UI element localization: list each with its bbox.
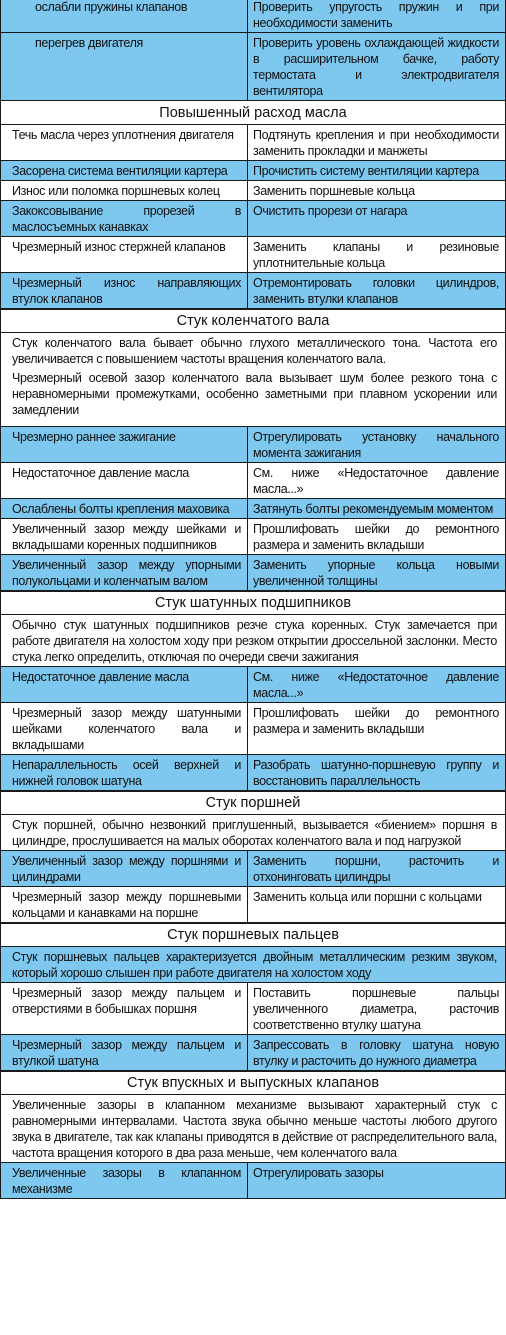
cause-cell: перегрев двигателя [1,33,248,100]
cause-cell: Износ или поломка поршневых колец [1,181,248,200]
description-paragraph: Чрезмерный осевой зазор коленчатого вала вызывает шум более резкого тона с неравномерными промежутками, особенно заметными при плавном ускорении или замедлении [12,371,497,417]
table-row [1,201,505,237]
remedy-cell: Отрегулировать установку начального момента зажигания [253,430,499,460]
cause-cell: Чрезмерный износ направляющих втулок клапанов [1,273,248,308]
remedy-cell: Прочистить систему вентиляции картера [253,164,479,178]
remedy-cell: Проверить уровень охлаждающей жидкости в расширительном бачке, работу термостата и электродвигателя вентилятора [253,36,499,98]
cause-cell: Засорена система вентиляции картера [1,161,248,180]
table-row [1,463,505,499]
remedy-cell: Подтянуть крепления и при необходимости заменить прокладки и манжеты [253,128,499,158]
cause-cell: Увеличенный зазор между упорными полукольцами и коленчатым валом [1,555,248,590]
cause-cell: Чрезмерный зазор между пальцем и втулкой шатуна [1,1035,248,1070]
section [1,791,505,923]
section [1,309,505,591]
remedy-cell: Разобрать шатунно-поршневую группу и восстановить параллельность [253,758,499,788]
table-row [1,667,505,703]
table-row [1,555,505,591]
table-row [1,887,505,923]
remedy-cell: Заменить кольца или поршни с кольцами [253,890,482,904]
remedy-cell: Поставить поршневые пальцы увеличенного диаметра, расточив соответственно втулку шатуна [253,986,499,1032]
remedy-cell: Отрегулировать зазоры [253,1166,384,1180]
table-row [1,499,505,519]
table-row [1,237,505,273]
section-title: Повышенный расход масла [1,101,505,125]
section [1,1071,505,1199]
remedy-cell: Заменить упорные кольца новыми увеличенной толщины [253,558,499,588]
section-title: Стук шатунных подшипников [1,591,505,615]
section-description [1,815,505,851]
section [1,101,505,309]
table-row [1,181,505,201]
description-paragraph: Увеличенные зазоры в клапанном механизме вызывают характерный стук с равномерными интервалами. Частота звука обычно меньше частоты любого другого звука в двигателе, так как клапаны приводятся в действие от распределительного вала, частота вращения которого в два раза меньше, чем коленчатого вала [12,1098,497,1160]
section-title: Стук поршней [1,791,505,815]
table-row [1,1163,505,1199]
table-row [1,273,505,309]
description-paragraph: Стук коленчатого вала бывает обычно глухого металлического тона. Частота его увеличивается с повышением частоты вращения коленчатого вала. [12,336,497,366]
section-description [1,333,505,427]
table-row [1,1035,505,1071]
description-paragraph: Обычно стук шатунных подшипников резче стука коренных. Стук замечается при работе двигателя на холостом ходу при резком открытии дроссельной заслонки. Место стука легко определить, отключая по очереди свечи зажигания [12,618,497,664]
section [1,591,505,791]
cause-cell: Течь масла через уплотнения двигателя [1,125,248,160]
remedy-cell: Запрессовать в головку шатуна новую втулку и расточить до нужного диаметра [253,1038,499,1068]
remedy-cell: См. ниже «Недостаточное давление масла...» [253,670,499,700]
section-description [1,947,505,983]
description-paragraph: Стук поршней, обычно незвонкий приглушенный, вызывается «биением» поршня в цилиндре, прослушивается на малых оборотах коленчатого вала и под нагрузкой [12,818,497,848]
table-row [1,851,505,887]
section-description [1,1095,505,1163]
cause-cell: Ослаблены болты крепления маховика [1,499,248,518]
cause-cell: ослабли пружины клапанов [1,0,248,32]
remedy-cell: Заменить клапаны и резиновые уплотнительные кольца [253,240,499,270]
remedy-cell: Заменить поршни, расточить и отхонинговать цилиндры [253,854,499,884]
cause-cell: Непараллельность осей верхней и нижней головок шатуна [1,755,248,790]
remedy-cell: Отремонтировать головки цилиндров, заменить втулки клапанов [253,276,499,306]
cause-cell: Увеличенный зазор между поршнями и цилиндрами [1,851,248,886]
cause-cell: Чрезмерный зазор между поршневыми кольцами и канавками на поршне [1,887,248,922]
table-row [1,519,505,555]
section [1,923,505,1071]
section-description [1,615,505,667]
cause-cell: Увеличенный зазор между шейками и вкладышами коренных подшипников [1,519,248,554]
section-title: Стук коленчатого вала [1,309,505,333]
table-row [1,0,505,33]
cause-cell: Чрезмерно раннее зажигание [1,427,248,462]
cause-cell: Чрезмерный зазор между пальцем и отверстиями в бобышках поршня [1,983,248,1034]
table-row [1,125,505,161]
table-row [1,161,505,181]
section-title: Стук впускных и выпускных клапанов [1,1071,505,1095]
remedy-cell: Очистить прорези от нагара [253,204,408,218]
cause-cell: Увеличенные зазоры в клапанном механизме [1,1163,248,1198]
cause-cell: Чрезмерный износ стержней клапанов [1,237,248,272]
cause-cell: Недостаточное давление масла [1,463,248,498]
remedy-cell: Затянуть болты рекомендуемым моментом [253,502,493,516]
cause-cell: Чрезмерный зазор между шатунными шейками коленчатого вала и вкладышами [1,703,248,754]
description-paragraph: Стук поршневых пальцев характеризуется двойным металлическим резким звуком, который хорошо слышен при работе двигателя на холостом ходу [12,950,497,980]
remedy-cell: Проверить упругость пружин и при необходимости заменить [253,0,499,30]
cause-cell: Недостаточное давление масла [1,667,248,702]
remedy-cell: Прошлифовать шейки до ремонтного размера и заменить вкладыши [253,522,499,552]
table-row [1,755,505,791]
remedy-cell: См. ниже «Недостаточное давление масла...» [253,466,499,496]
table-row [1,703,505,755]
remedy-cell: Заменить поршневые кольца [253,184,415,198]
section-title: Стук поршневых пальцев [1,923,505,947]
table-row [1,427,505,463]
table-row [1,983,505,1035]
section [1,0,505,101]
cause-cell: Закоксовывание прорезей в маслосъемных канавках [1,201,248,236]
remedy-cell: Прошлифовать шейки до ремонтного размера и заменить вкладыши [253,706,499,736]
table-row [1,33,505,101]
